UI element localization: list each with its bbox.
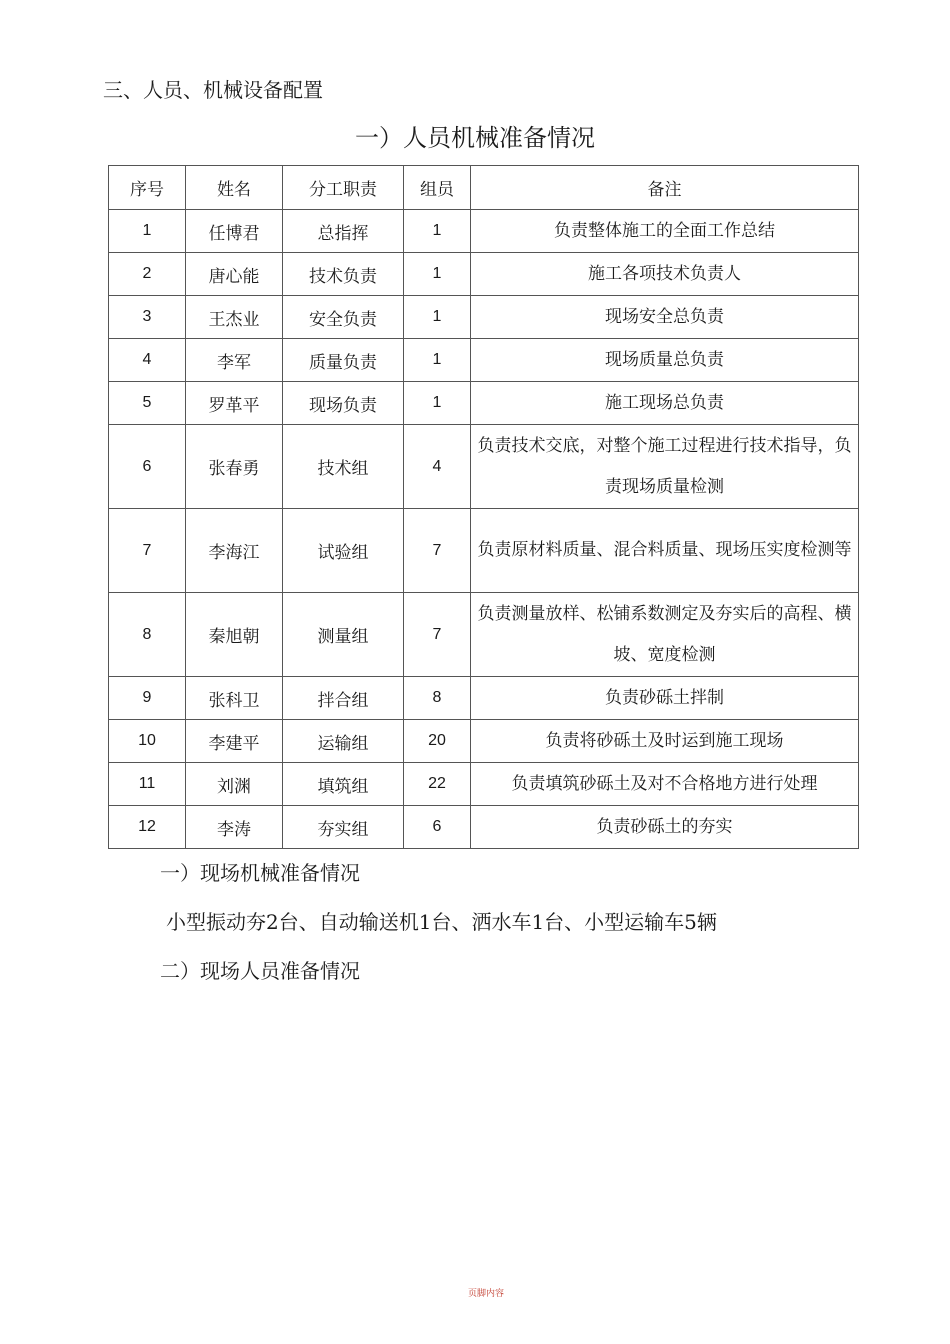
cell-duty: 质量负责 <box>283 339 404 382</box>
table-row <box>109 763 859 806</box>
cell-notes: 负责砂砾土的夯实 <box>471 806 859 849</box>
table-row <box>109 806 859 849</box>
cell-members: 1 <box>404 339 471 382</box>
cell-members: 1 <box>404 382 471 425</box>
cell-duty: 填筑组 <box>283 763 404 806</box>
cell-name: 任博君 <box>186 210 283 253</box>
cell-index: 5 <box>109 382 186 425</box>
cell-name: 唐心能 <box>186 253 283 296</box>
table-row <box>109 210 859 253</box>
cell-members: 8 <box>404 677 471 720</box>
cell-name: 张春勇 <box>186 425 283 509</box>
cell-index: 8 <box>109 593 186 677</box>
cell-name: 张科卫 <box>186 677 283 720</box>
cell-members: 20 <box>404 720 471 763</box>
table-title: 一）人员机械准备情况 <box>355 124 595 152</box>
page-footer: 页脚内容 <box>467 1289 504 1299</box>
table-row <box>109 593 859 677</box>
cell-name: 刘渊 <box>186 763 283 806</box>
cell-duty: 现场负责 <box>283 382 404 425</box>
header-index: 序号 <box>109 166 186 210</box>
header-name: 姓名 <box>186 166 283 210</box>
cell-duty: 运输组 <box>283 720 404 763</box>
table-row <box>109 382 859 425</box>
cell-notes: 负责砂砾土拌制 <box>471 677 859 720</box>
header-duty: 分工职责 <box>283 166 404 210</box>
header-notes: 备注 <box>471 166 859 210</box>
cell-index: 1 <box>109 210 186 253</box>
cell-name: 李海江 <box>186 509 283 593</box>
cell-name: 李涛 <box>186 806 283 849</box>
cell-index: 2 <box>109 253 186 296</box>
cell-duty: 夯实组 <box>283 806 404 849</box>
cell-notes: 负责技术交底，对整个施工过程进行技术指导，负责现场质量检测 <box>471 425 859 509</box>
cell-members: 1 <box>404 296 471 339</box>
cell-name: 秦旭朝 <box>186 593 283 677</box>
personnel-heading: 二）现场人员准备情况 <box>160 959 360 983</box>
table-row <box>109 720 859 763</box>
cell-notes: 负责将砂砾土及时运到施工现场 <box>471 720 859 763</box>
cell-index: 10 <box>109 720 186 763</box>
cell-notes: 施工现场总负责 <box>471 382 859 425</box>
cell-index: 12 <box>109 806 186 849</box>
table-row <box>109 677 859 720</box>
cell-duty: 拌合组 <box>283 677 404 720</box>
machinery-heading: 一）现场机械准备情况 <box>160 861 360 885</box>
cell-notes: 负责整体施工的全面工作总结 <box>471 210 859 253</box>
table-row <box>109 509 859 593</box>
cell-notes: 现场质量总负责 <box>471 339 859 382</box>
cell-duty: 测量组 <box>283 593 404 677</box>
machinery-text: 小型振动夯2台、自动输送机1台、洒水车1台、小型运输车5辆 <box>166 910 717 934</box>
cell-duty: 技术组 <box>283 425 404 509</box>
cell-notes: 负责填筑砂砾土及对不合格地方进行处理 <box>471 763 859 806</box>
cell-index: 11 <box>109 763 186 806</box>
cell-name: 王杰业 <box>186 296 283 339</box>
cell-duty: 安全负责 <box>283 296 404 339</box>
cell-members: 6 <box>404 806 471 849</box>
cell-members: 7 <box>404 509 471 593</box>
cell-index: 9 <box>109 677 186 720</box>
section-heading: 三、人员、机械设备配置 <box>103 78 323 102</box>
cell-index: 6 <box>109 425 186 509</box>
staff-table <box>108 165 859 849</box>
cell-notes: 负责测量放样、松铺系数测定及夯实后的高程、横坡、宽度检测 <box>471 593 859 677</box>
cell-members: 1 <box>404 253 471 296</box>
cell-index: 4 <box>109 339 186 382</box>
cell-notes: 现场安全总负责 <box>471 296 859 339</box>
cell-members: 1 <box>404 210 471 253</box>
cell-index: 3 <box>109 296 186 339</box>
cell-name: 罗革平 <box>186 382 283 425</box>
cell-name: 李军 <box>186 339 283 382</box>
table-row <box>109 339 859 382</box>
cell-duty: 技术负责 <box>283 253 404 296</box>
cell-members: 22 <box>404 763 471 806</box>
table-header-row <box>109 166 859 210</box>
table-row <box>109 425 859 509</box>
cell-index: 7 <box>109 509 186 593</box>
cell-duty: 试验组 <box>283 509 404 593</box>
cell-members: 7 <box>404 593 471 677</box>
cell-duty: 总指挥 <box>283 210 404 253</box>
table-row <box>109 296 859 339</box>
cell-name: 李建平 <box>186 720 283 763</box>
cell-members: 4 <box>404 425 471 509</box>
header-members: 组员 <box>404 166 471 210</box>
cell-notes: 负责原材料质量、混合料质量、现场压实度检测等 <box>471 509 859 593</box>
table-row <box>109 253 859 296</box>
cell-notes: 施工各项技术负责人 <box>471 253 859 296</box>
